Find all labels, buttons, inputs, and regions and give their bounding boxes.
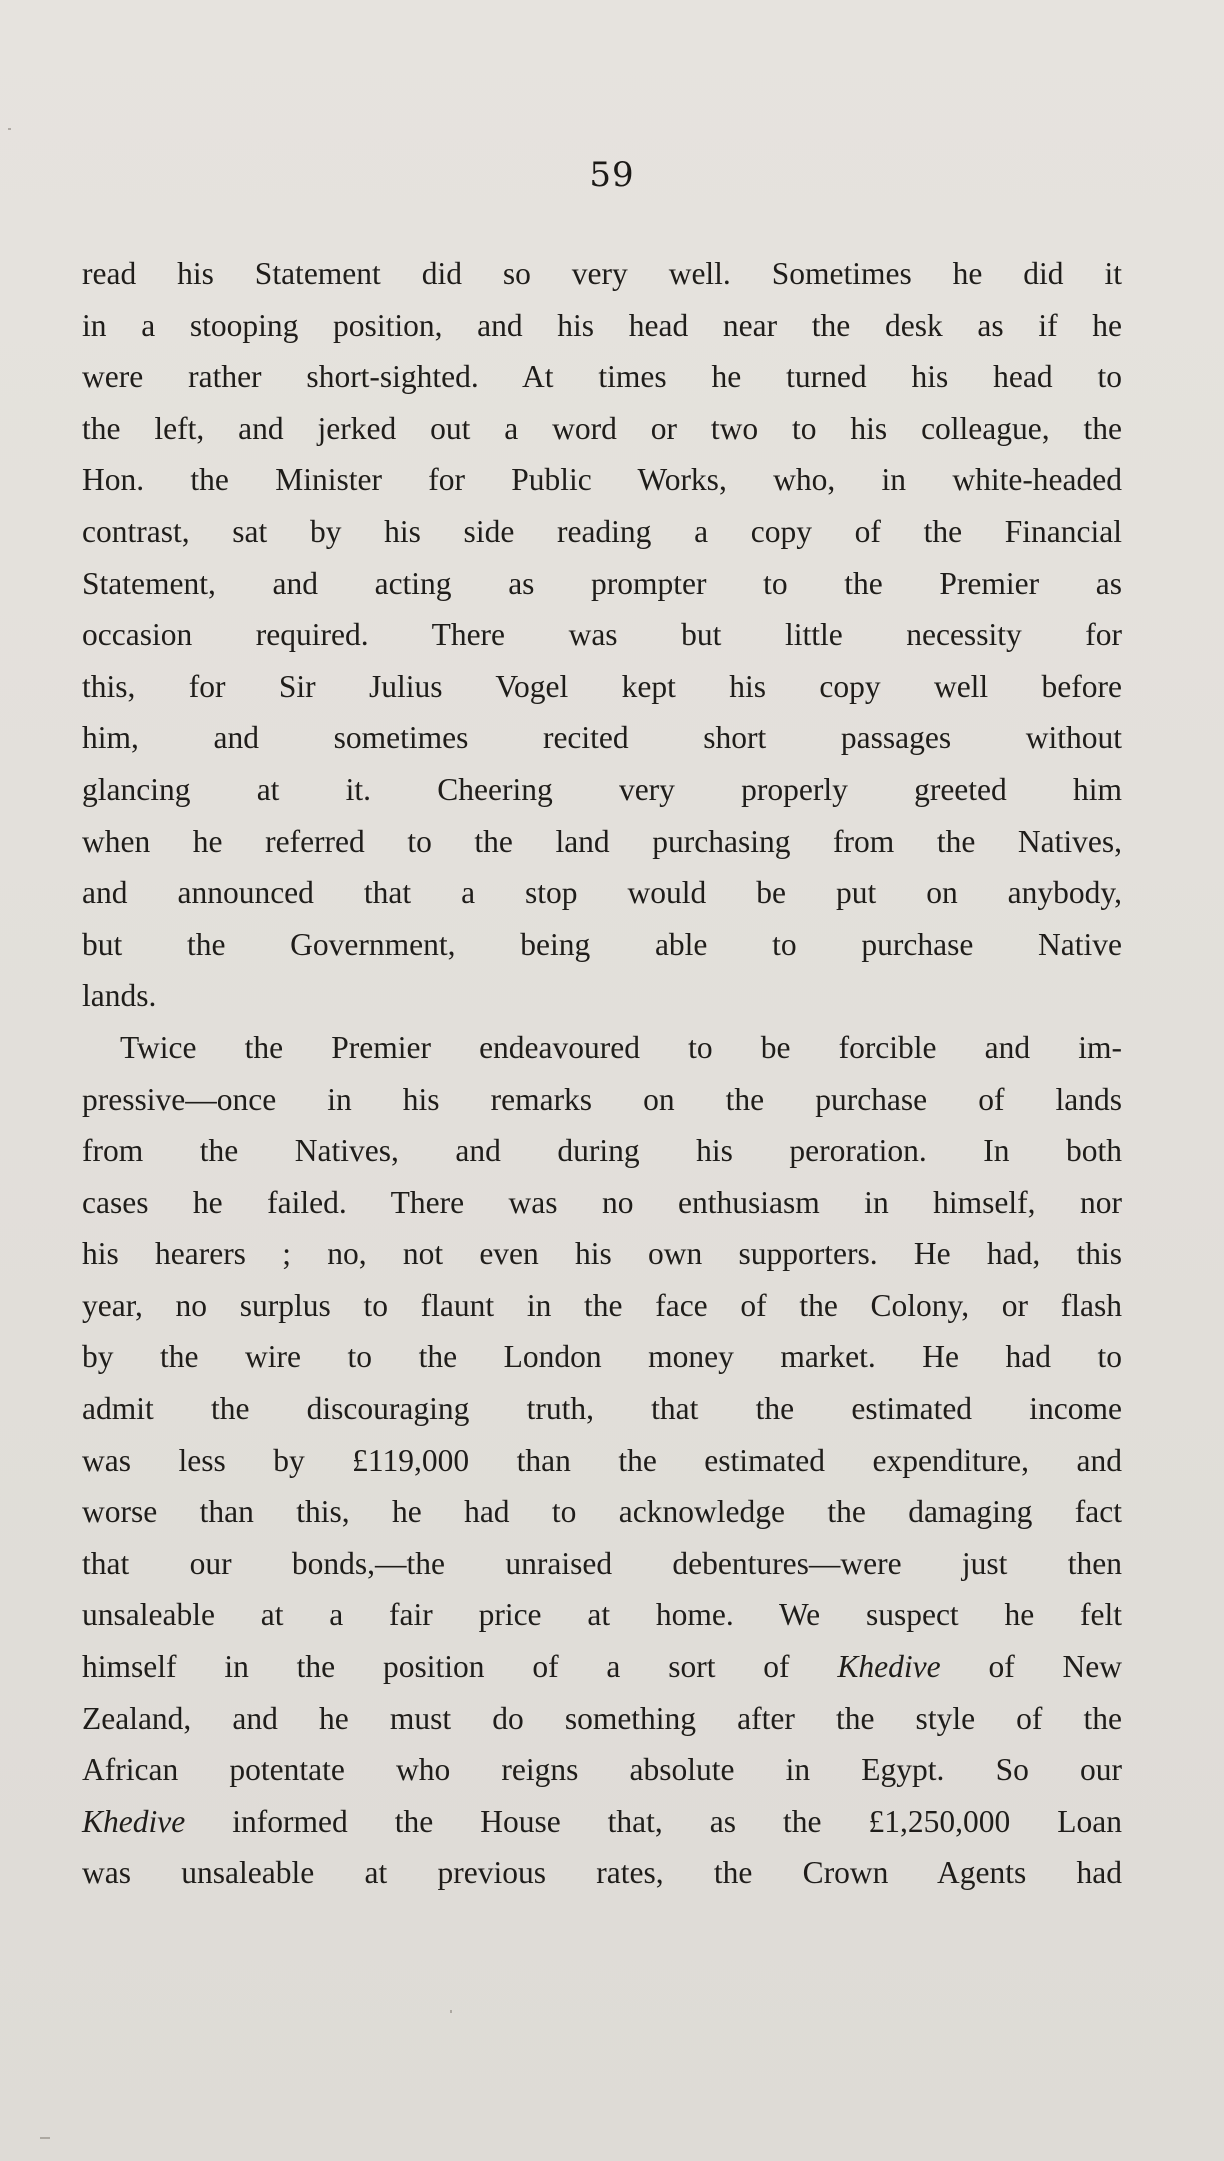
paragraph-1 bbox=[82, 248, 1122, 1022]
text-line: pressive—once in his remarks on the purchase of lands bbox=[82, 1081, 1122, 1117]
italic-khedive: Khedive bbox=[82, 1803, 186, 1839]
text-line: this, for Sir Julius Vogel kept his copy well before bbox=[82, 668, 1122, 704]
text-line: the left, and jerked out a word or two to his colleague, the bbox=[82, 410, 1122, 446]
text-line: when he referred to the land purchasing from the Natives, bbox=[82, 823, 1122, 859]
text-line: contrast, sat by his side reading a copy of the Financial bbox=[82, 513, 1122, 549]
text-line: Hon. the Minister for Public Works, who, in white-headed bbox=[82, 462, 1122, 498]
page-speck-top-left bbox=[8, 128, 11, 130]
text-line: were rather short-sighted. At times he turned his head to bbox=[82, 359, 1122, 395]
text-line: was unsaleable at previous rates, the Crown Agents had bbox=[82, 1855, 1122, 1891]
text-line: that our bonds,—the unraised debentures—were just then bbox=[82, 1545, 1122, 1581]
text-line: Statement, and acting as prompter to the Premier as bbox=[82, 565, 1122, 601]
text-line: in a stooping position, and his head near the desk as if he bbox=[82, 307, 1122, 343]
text-line: admit the discouraging truth, that the estimated income bbox=[82, 1391, 1122, 1427]
text-line: his hearers ; no, not even his own supporters. He had, this bbox=[82, 1236, 1122, 1272]
page-speck-bottom-center bbox=[450, 2010, 452, 2013]
text-line: lands. bbox=[82, 978, 157, 1014]
body-text bbox=[82, 248, 1122, 1899]
text-line: glancing at it. Cheering very properly greeted him bbox=[82, 771, 1122, 807]
text-line: cases he failed. There was no enthusiasm in himself, nor bbox=[82, 1184, 1122, 1220]
text-line: him, and sometimes recited short passages without bbox=[82, 720, 1122, 756]
text-line: was less by £119,000 than the estimated expenditure, and bbox=[82, 1442, 1122, 1478]
text-line-khedive bbox=[82, 1796, 1122, 1848]
text-segment: informed the House that, as the £1,250,000 Loan bbox=[232, 1803, 1123, 1839]
text-line: occasion required. There was but little necessity for bbox=[82, 617, 1122, 653]
page-number: 59 bbox=[589, 155, 635, 195]
italic-khedive: Khedive bbox=[837, 1649, 941, 1685]
paragraph-2 bbox=[82, 1022, 1122, 1899]
text-line: by the wire to the London money market. He had to bbox=[82, 1339, 1122, 1375]
text-line: worse than this, he had to acknowledge the damaging fact bbox=[82, 1494, 1122, 1530]
text-line: but the Government, being able to purchase Native bbox=[82, 926, 1122, 962]
text-line: unsaleable at a fair price at home. We suspect he felt bbox=[82, 1597, 1122, 1633]
text-segment: himself in the position of a sort of bbox=[82, 1649, 790, 1685]
text-line: year, no surplus to flaunt in the face of the Colony, or flash bbox=[82, 1287, 1122, 1323]
text-line: and announced that a stop would be put on anybody, bbox=[82, 875, 1122, 911]
text-line-khedive bbox=[82, 1641, 1122, 1693]
text-line: Twice the Premier endeavoured to be forcible and im- bbox=[120, 1029, 1122, 1065]
text-segment: of New bbox=[988, 1649, 1123, 1685]
text-line: read his Statement did so very well. Sometimes he did it bbox=[82, 256, 1122, 291]
page-speck-bottom-left bbox=[40, 2137, 50, 2139]
text-line: from the Natives, and during his peroration. In both bbox=[82, 1133, 1122, 1169]
text-line: Zealand, and he must do something after the style of the bbox=[82, 1700, 1122, 1736]
text-line: African potentate who reigns absolute in Egypt. So our bbox=[82, 1752, 1122, 1788]
